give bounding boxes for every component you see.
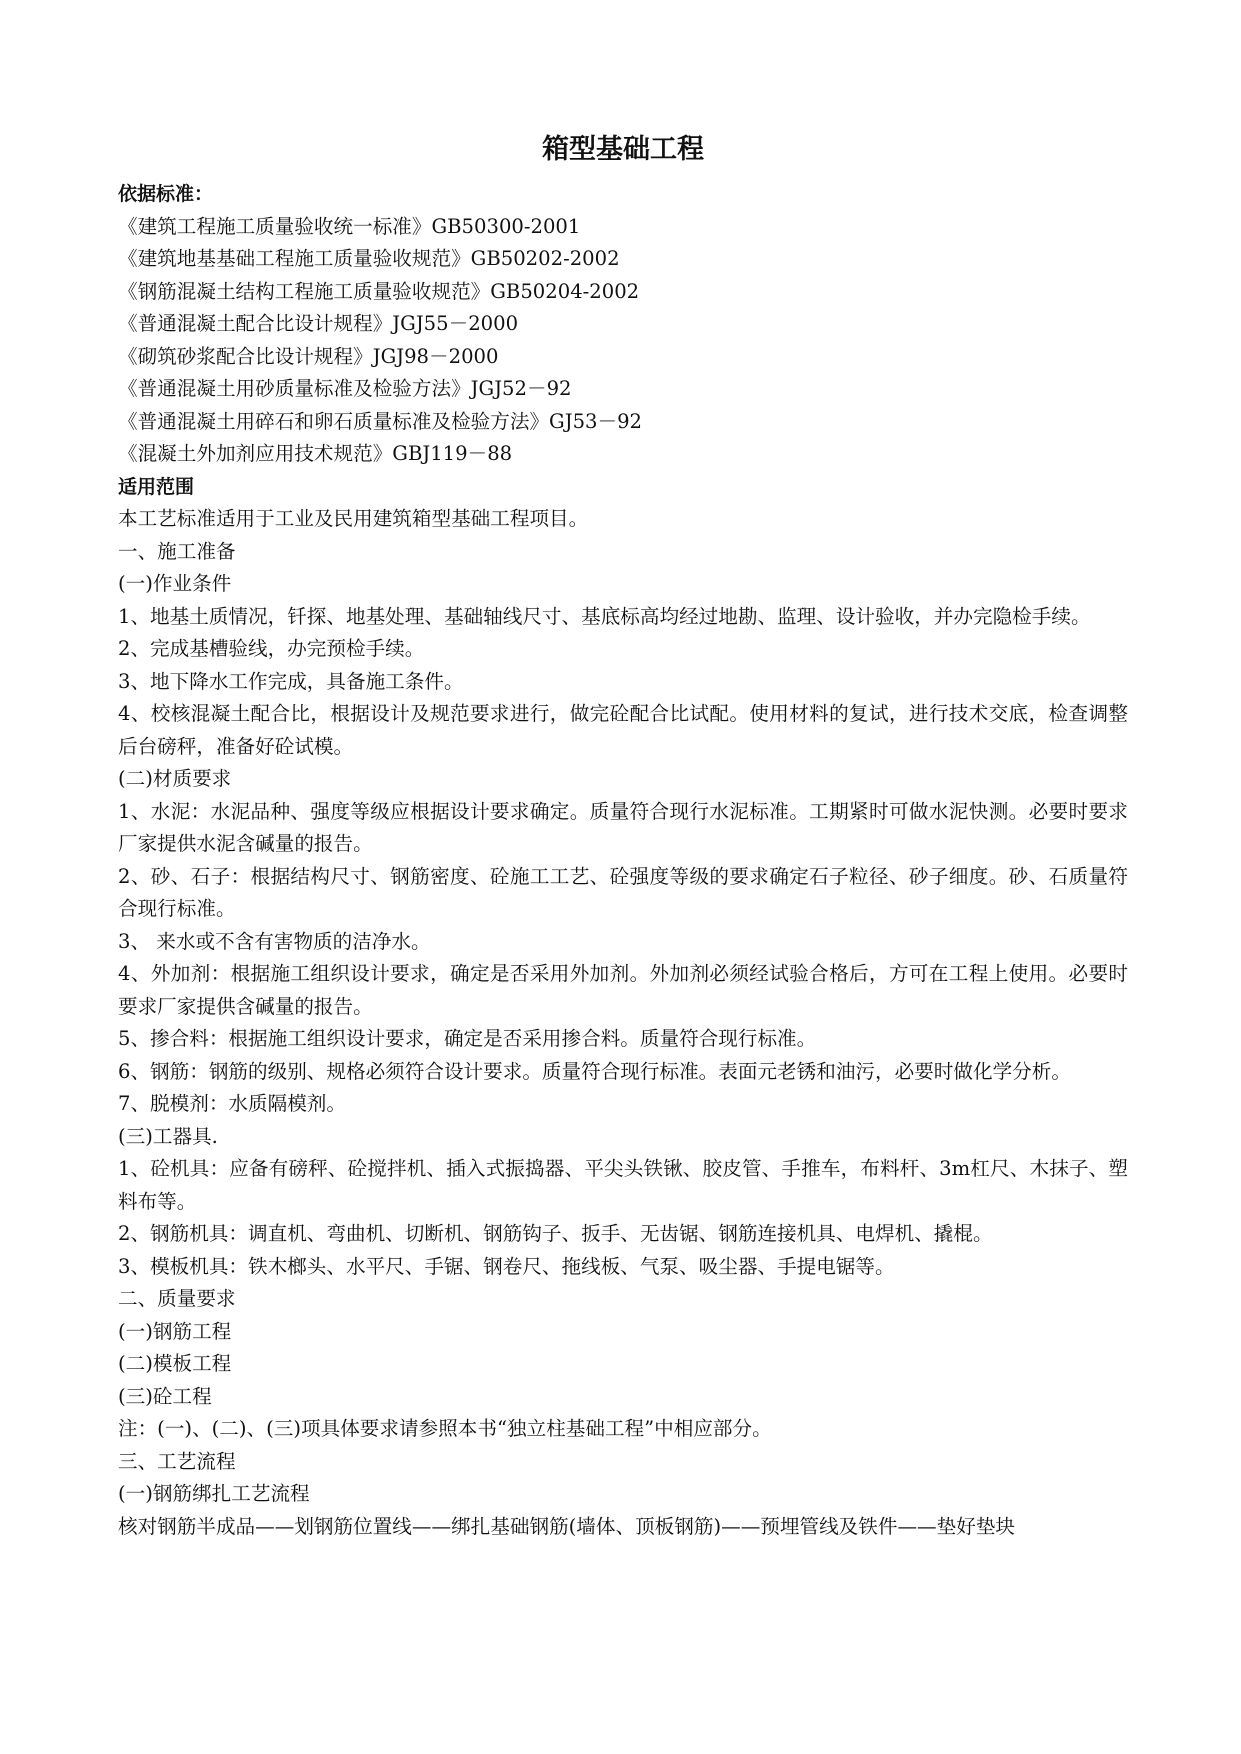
paragraph: 3、 来水或不含有害物质的洁净水。 xyxy=(118,929,431,953)
paragraph: 3、模板机具：铁木榔头、水平尺、手锯、钢卷尺、拖线板、气泵、吸尘器、手提电锯等。 xyxy=(118,1254,895,1278)
paragraph: 3、地下降水工作完成，具备施工条件。 xyxy=(118,669,464,693)
paragraph: 核对钢筋半成品——划钢筋位置线——绑扎基础钢筋(墙体、顶板钢筋)——预埋管线及铁件——垫好垫块 xyxy=(118,1514,1016,1538)
paragraph: 5、掺合料：根据施工组织设计要求，确定是否采用掺合料。质量符合现行标准。 xyxy=(118,1027,817,1050)
paragraph: 4、外加剂：根据施工组织设计要求，确定是否采用外加剂。外加剂必须经试验合格后，方可在工程上使用。必要时要求厂家提供含碱量的报告。 xyxy=(118,962,1128,1018)
list-item: (二)模板工程 xyxy=(118,1352,232,1375)
subsection-heading: (三)工器具. xyxy=(118,1124,218,1148)
document-title: 箱型基础工程 xyxy=(542,134,704,165)
paragraph: 2、钢筋机具：调直机、弯曲机、切断机、钢筋钩子、扳手、无齿锯、钢筋连接机具、电焊机、撬棍。 xyxy=(118,1222,993,1245)
section-heading: 三、工艺流程 xyxy=(118,1449,236,1473)
subsection-heading: (二)材质要求 xyxy=(118,767,232,790)
paragraph: 1、砼机具：应备有磅秤、砼搅拌机、插入式振捣器、平尖头铁锹、胶皮管、手推车，布料杆、3m杠尺、木抹子、塑料布等。 xyxy=(118,1157,1128,1213)
paragraph: 1、地基土质情况，钎探、地基处理、基础轴线尺寸、基底标高均经过地勘、监理、设计验收，并办完隐检手续。 xyxy=(118,604,1091,628)
paragraph: 6、钢筋：钢筋的级别、规格必须符合设计要求。质量符合现行标准。表面元老锈和油污，必要时做化学分析。 xyxy=(118,1059,1071,1083)
standard-item: 《混凝土外加剂应用技术规范》GBJ119－88 xyxy=(118,442,513,465)
document-page xyxy=(118,128,1128,1543)
section-heading: 一、施工准备 xyxy=(118,539,236,563)
paragraph: 4、校核混凝土配合比，根据设计及规范要求进行，做完砼配合比试配。使用材料的复试，进行技术交底，检查调整后台磅秤，准备好砼试模。 xyxy=(118,702,1128,758)
subsection-heading: (一)作业条件 xyxy=(118,572,232,595)
paragraph: 2、砂、石子：根据结构尺寸、钢筋密度、砼施工工艺、砼强度等级的要求确定石子粒径、砂子细度。砂、石质量符合现行标准。 xyxy=(118,864,1128,920)
standard-item: 《普通混凝土配合比设计规程》JGJ55－2000 xyxy=(118,312,519,335)
paragraph: 7、脱模剂：水质隔模剂。 xyxy=(118,1092,346,1115)
basis-heading: 依据标准： xyxy=(118,183,214,205)
list-item: (一)钢筋工程 xyxy=(118,1319,232,1343)
list-item: (三)砼工程 xyxy=(118,1384,212,1408)
paragraph: 2、完成基槽验线，办完预检手续。 xyxy=(118,637,425,660)
standard-item: 《砌筑砂浆配合比设计规程》JGJ98－2000 xyxy=(118,344,499,368)
scope-text: 本工艺标准适用于工业及民用建筑箱型基础工程项目。 xyxy=(118,507,589,530)
standard-item: 《普通混凝土用碎石和卵石质量标准及检验方法》GJ53－92 xyxy=(118,409,643,433)
standard-item: 《建筑地基基础工程施工质量验收规范》GB50202-2002 xyxy=(118,247,620,270)
standard-item: 《建筑工程施工质量验收统一标准》GB50300-2001 xyxy=(118,214,581,238)
subsection-heading: (一)钢筋绑扎工艺流程 xyxy=(118,1482,310,1505)
note-text: 注：(一)、(二)、(三)项具体要求请参照本书“独立柱基础工程”中相应部分。 xyxy=(118,1417,772,1440)
standard-item: 《钢筋混凝土结构工程施工质量验收规范》GB50204-2002 xyxy=(118,279,640,303)
section-heading: 二、质量要求 xyxy=(118,1287,236,1310)
scope-heading: 适用范围 xyxy=(118,475,195,498)
standard-item: 《普通混凝土用砂质量标准及检验方法》JGJ52－92 xyxy=(118,377,572,400)
paragraph: 1、水泥：水泥品种、强度等级应根据设计要求确定。质量符合现行水泥标准。工期紧时可做水泥快测。必要时要求厂家提供水泥含碱量的报告。 xyxy=(118,799,1128,855)
